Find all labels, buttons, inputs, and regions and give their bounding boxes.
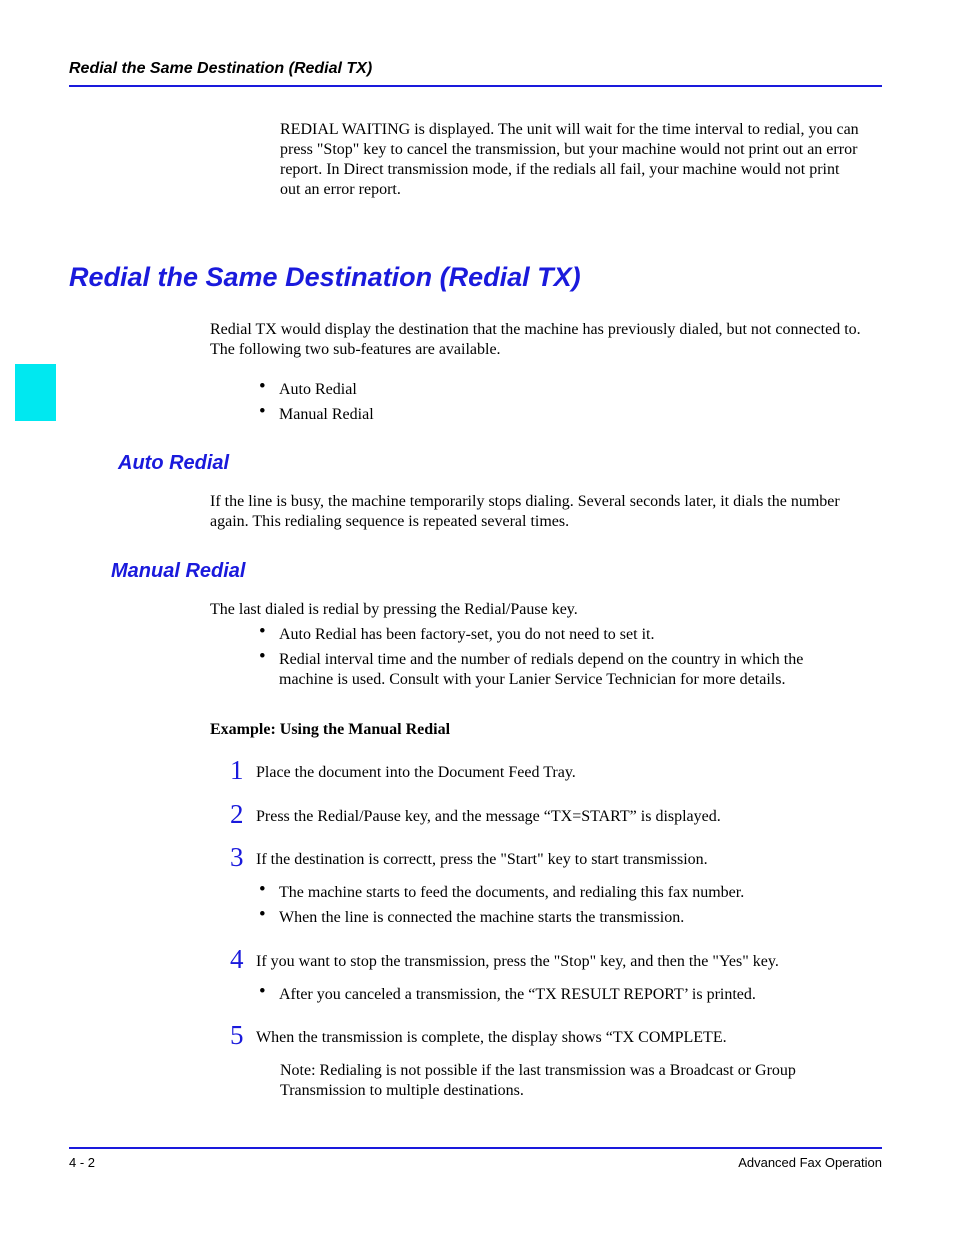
intro-paragraph: REDIAL WAITING is displayed. The unit will wait for the time interval to redial, you can press "Stop" key to cancel the transmission, but your machine would not print out an error report. In Direct transmission mode, if the redials all fail, your machine would not print out an error report. xyxy=(280,121,859,198)
auto-redial-paragraph: If the line is busy, the machine temporarily stops dialing. Several seconds later, it dials the number again. This redialing sequence is repeated several times. xyxy=(210,493,840,530)
list-item-text: When the line is connected the machine starts the transmission. xyxy=(279,909,685,926)
page-number: 4 - 2 xyxy=(69,1155,96,1170)
step-number: 3 xyxy=(230,842,244,872)
bullet-icon: • xyxy=(259,981,266,1002)
step-number: 5 xyxy=(230,1020,244,1050)
step-text: Place the document into the Document Feed Tray. xyxy=(256,764,576,781)
header-rule xyxy=(69,85,882,87)
bullet-icon: • xyxy=(259,621,266,642)
step-text: When the transmission is complete, the display shows “TX COMPLETE. xyxy=(256,1029,727,1046)
chapter-name: Advanced Fax Operation xyxy=(738,1155,882,1170)
step-number: 1 xyxy=(230,755,244,785)
step-text: Press the Redial/Pause key, and the message “TX=START” is displayed. xyxy=(256,808,721,825)
list-item-text: The machine starts to feed the documents, and redialing this fax number. xyxy=(279,884,745,901)
list-item-text: Auto Redial has been factory-set, you do not need to set it. xyxy=(279,626,655,643)
list-item-text: After you canceled a transmission, the “TX RESULT REPORT’ is printed. xyxy=(279,986,756,1003)
footer-rule xyxy=(69,1147,882,1149)
auto-redial-heading: Auto Redial xyxy=(118,452,230,474)
step-number: 4 xyxy=(230,944,244,974)
chapter-tab xyxy=(15,364,56,421)
step-text: If you want to stop the transmission, press the "Stop" key, and then the "Yes" key. xyxy=(256,953,779,970)
step-number: 2 xyxy=(230,799,244,829)
list-item xyxy=(259,981,819,1005)
note-text: Note: Redialing is not possible if the last transmission was a Broadcast or Group Transmission to multiple destinations. xyxy=(280,1062,796,1099)
list-item xyxy=(259,646,819,710)
bullet-icon: • xyxy=(259,904,266,925)
list-item-text: Manual Redial xyxy=(279,406,374,423)
running-header: Redial the Same Destination (Redial TX) xyxy=(69,60,373,77)
list-item xyxy=(259,376,819,400)
list-item xyxy=(259,879,819,903)
bullet-icon: • xyxy=(259,879,266,900)
section-title: Redial the Same Destination (Redial TX) xyxy=(69,262,581,292)
section-paragraph: Redial TX would display the destination that the machine has previously dialed, but not connected to. The following two sub-features are available. xyxy=(210,321,861,358)
list-item xyxy=(259,401,819,425)
example-title: Example: Using the Manual Redial xyxy=(210,721,451,738)
list-item xyxy=(259,904,819,928)
manual-redial-heading: Manual Redial xyxy=(111,560,246,582)
bullet-icon: • xyxy=(259,401,266,422)
list-item-text: Redial interval time and the number of redials depend on the country in which the machine is used. Consult with your Lanier Service Technician for more details. xyxy=(279,651,804,688)
step-text: If the destination is correctt, press the "Start" key to start transmission. xyxy=(256,851,708,868)
bullet-icon: • xyxy=(259,646,266,667)
manual-redial-paragraph: The last dialed is redial by pressing the Redial/Pause key. xyxy=(210,601,578,618)
list-item xyxy=(259,621,819,645)
bullet-icon: • xyxy=(259,376,266,397)
list-item-text: Auto Redial xyxy=(279,381,357,398)
